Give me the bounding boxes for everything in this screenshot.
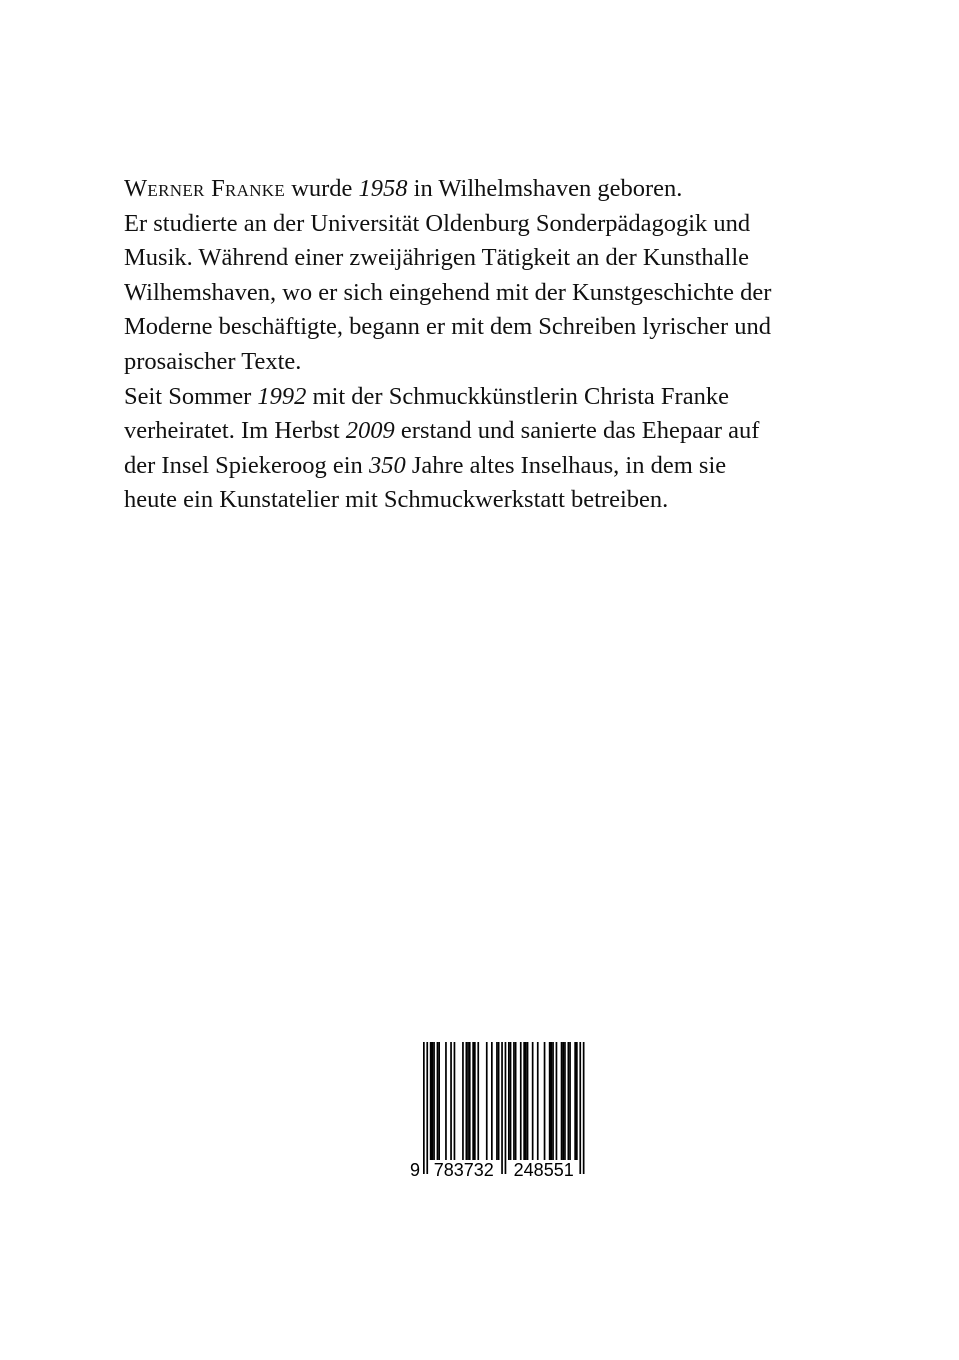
barcode-bar: [469, 1042, 471, 1160]
barcode-guard-bar: [579, 1042, 581, 1174]
bio-line-10: heute ein Kunstatelier mit Schmuckwerkstatt betreiben.: [124, 486, 669, 514]
barcode-bar: [513, 1042, 515, 1160]
isbn-barcode: [408, 1042, 588, 1182]
barcode-bar: [537, 1042, 539, 1160]
barcode-bar: [510, 1042, 512, 1160]
barcode-bar: [496, 1042, 498, 1160]
barcode-bar: [549, 1042, 551, 1160]
barcode-bar: [491, 1042, 493, 1160]
barcode-bar: [445, 1042, 447, 1160]
barcode-graphic: [408, 1042, 588, 1182]
bio-line-3: Musik. Während einer zweijährigen Tätigkeit an der Kunsthalle: [124, 244, 750, 272]
barcode-bar: [438, 1042, 440, 1160]
barcode-bar: [432, 1042, 434, 1160]
barcode-guard-bar: [423, 1042, 425, 1174]
barcode-left-digits: 783732: [433, 1160, 494, 1180]
barcode-bar: [562, 1042, 564, 1160]
barcode-right-digits: 248551: [513, 1160, 574, 1180]
barcode-bar: [525, 1042, 527, 1160]
purchase-year: 2009: [345, 417, 395, 445]
bio-line-5: Moderne beschäftigte, begann er mit dem Schreiben lyrischer und: [124, 313, 771, 341]
barcode-bar: [437, 1042, 439, 1160]
barcode-bar: [515, 1042, 517, 1160]
barcode-bar: [454, 1042, 456, 1160]
bio-line-7: Seit Sommer 1992 mit der Schmuckkünstlerin Christa Franke: [124, 382, 729, 410]
bio-line-6: prosaischer Texte.: [124, 347, 302, 375]
bio-line-2: Er studierte an der Universität Oldenburg Sonderpädagogik und: [124, 209, 751, 237]
author-bio: [124, 172, 844, 518]
barcode-bar: [466, 1042, 468, 1160]
barcode-guard-bar: [505, 1042, 507, 1174]
barcode-bar: [462, 1042, 464, 1160]
barcode-bar: [576, 1042, 578, 1160]
bio-line-1: Werner Franke wurde 1958 in Wilhelmshaven geboren.: [124, 175, 683, 202]
barcode-bar: [574, 1042, 576, 1160]
barcode-bar: [551, 1042, 553, 1160]
barcode-first-digit: 9: [409, 1160, 420, 1180]
barcode-bar: [569, 1042, 571, 1160]
bio-line-4: Wilhemshaven, wo er sich eingehend mit der Kunstgeschichte der: [124, 278, 772, 306]
barcode-bar: [568, 1042, 570, 1160]
barcode-bar: [527, 1042, 529, 1160]
barcode-guard-bar: [426, 1042, 428, 1174]
barcode-bar: [520, 1042, 522, 1160]
bio-line-9: der Insel Spiekeroog ein 350 Jahre altes Inselhaus, in dem sie: [124, 451, 727, 479]
barcode-bar: [474, 1042, 476, 1160]
barcode-guard-bar: [501, 1042, 503, 1174]
marriage-year: 1992: [257, 382, 307, 410]
barcode-bar: [433, 1042, 435, 1160]
barcode-bar: [564, 1042, 566, 1160]
barcode-bar: [472, 1042, 474, 1160]
barcode-bar: [477, 1042, 479, 1160]
barcode-bar: [532, 1042, 534, 1160]
barcode-bar: [561, 1042, 563, 1160]
barcode-bar: [523, 1042, 525, 1160]
author-name: Werner Franke: [124, 175, 286, 202]
barcode-bar: [544, 1042, 546, 1160]
barcode-bar: [450, 1042, 452, 1160]
barcode-bar: [508, 1042, 510, 1160]
birth-year: 1958: [358, 175, 408, 202]
barcode-bar: [430, 1042, 432, 1160]
bio-line-8: verheiratet. Im Herbst 2009 erstand und sanierte das Ehepaar auf: [124, 417, 760, 445]
barcode-bar: [556, 1042, 558, 1160]
barcode-bar: [486, 1042, 488, 1160]
barcode-bar: [467, 1042, 469, 1160]
barcode-guard-bar: [583, 1042, 585, 1174]
barcode-bar: [552, 1042, 554, 1160]
barcode-bar: [498, 1042, 500, 1160]
house-age: 350: [368, 451, 406, 479]
